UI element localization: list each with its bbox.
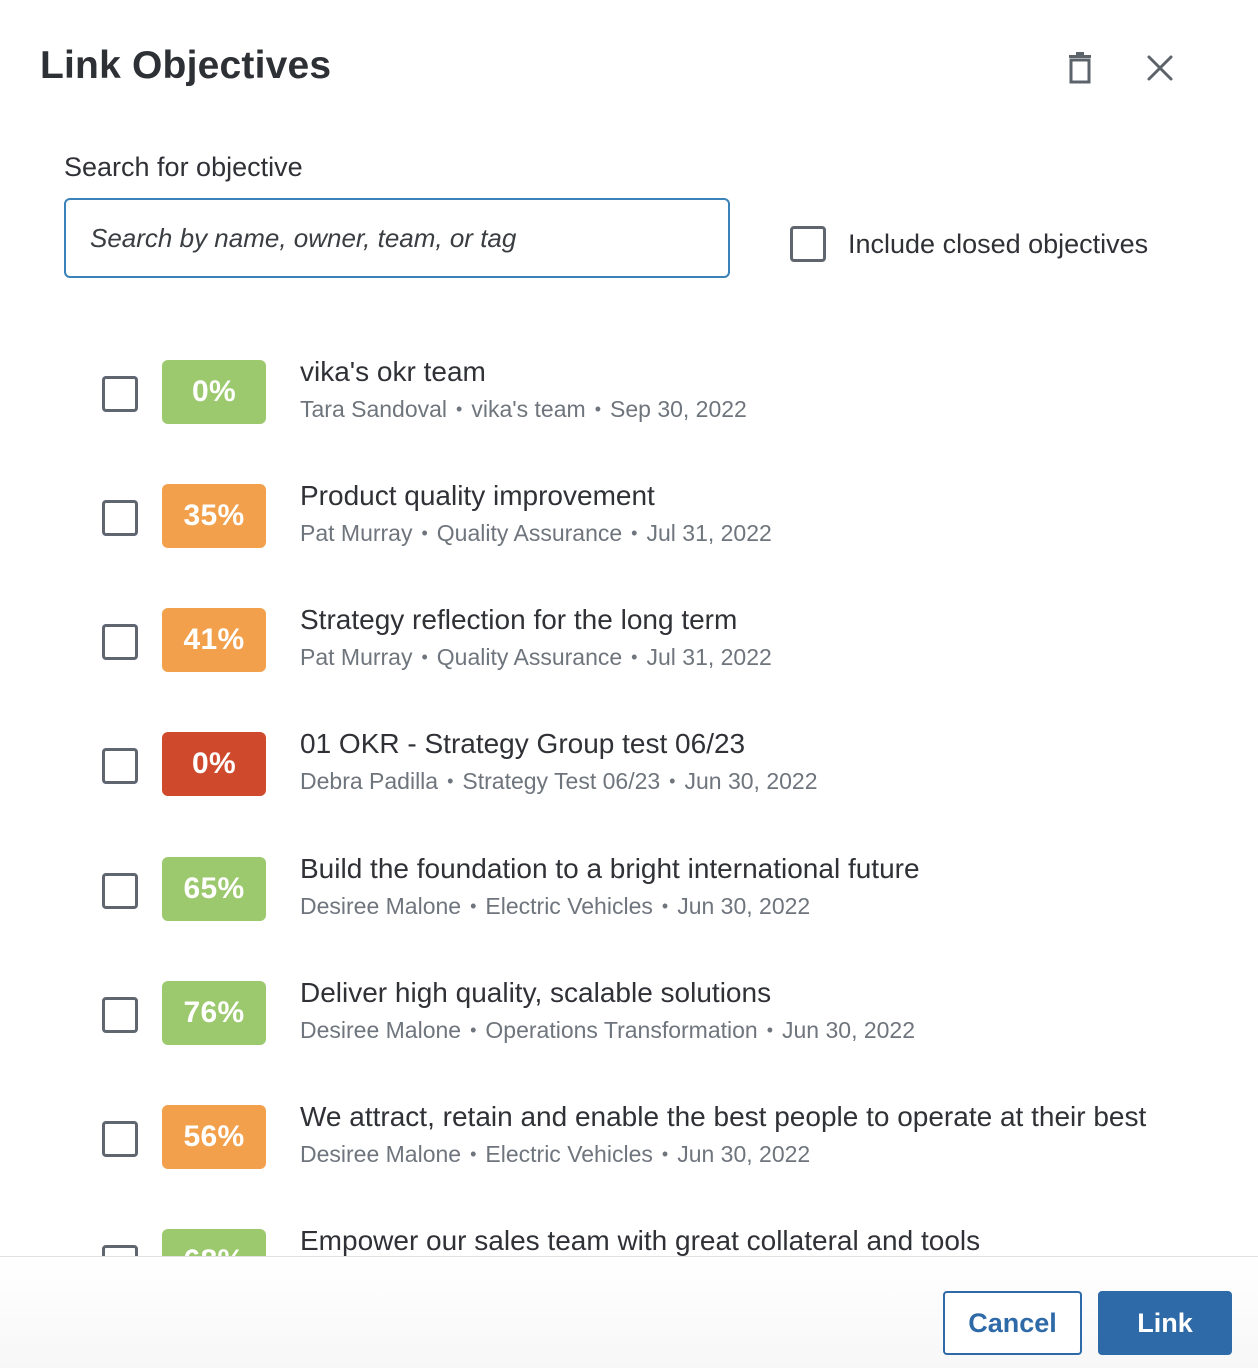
dialog-footer [0, 1256, 1258, 1368]
objective-meta [300, 396, 747, 423]
objective-checkbox[interactable] [102, 624, 138, 660]
objective-row[interactable] [0, 330, 1258, 454]
meta-separator: • [421, 523, 428, 543]
objective-meta [300, 893, 810, 920]
objective-date: Jun 30, 2022 [677, 893, 811, 919]
progress-badge: 35% [162, 484, 266, 548]
objective-row[interactable] [0, 578, 1258, 702]
objective-title: 01 OKR - Strategy Group test 06/23 [300, 728, 746, 759]
objective-title: Empower our sales team with great collateral and tools [300, 1225, 981, 1256]
objective-team: Quality Assurance [436, 644, 623, 670]
objective-team: Operations Transformation [485, 1017, 758, 1043]
objective-date: Jun 30, 2022 [782, 1017, 916, 1043]
objective-list[interactable] [0, 330, 1258, 1256]
objective-checkbox[interactable] [102, 1121, 138, 1157]
objective-meta [300, 520, 772, 547]
objective-date: Sep 30, 2022 [610, 396, 747, 422]
cancel-button[interactable]: Cancel [943, 1291, 1082, 1355]
meta-separator: • [766, 1020, 774, 1040]
progress-badge: 0% [162, 360, 266, 424]
objective-owner: Desiree Malone [300, 1141, 462, 1167]
meta-separator: • [594, 399, 601, 419]
trash-icon [1067, 52, 1093, 84]
meta-separator: • [421, 647, 428, 667]
meta-separator: • [470, 1020, 477, 1040]
objective-team: Quality Assurance [436, 520, 623, 546]
include-closed-label: Include closed objectives [848, 228, 1149, 259]
close-button[interactable] [1138, 46, 1182, 90]
objective-meta [300, 1141, 810, 1168]
meta-separator: • [631, 523, 638, 543]
progress-badge: 65% [162, 857, 266, 921]
meta-separator: • [447, 771, 454, 791]
objective-owner: Desiree Malone [300, 1017, 462, 1043]
objective-date: Jun 30, 2022 [677, 1141, 811, 1167]
objective-owner: Pat Murray [300, 644, 413, 670]
objective-meta [300, 768, 818, 795]
objective-checkbox[interactable] [102, 500, 138, 536]
objective-row[interactable] [0, 827, 1258, 951]
search-label: Search for objective [64, 152, 303, 182]
objective-meta [300, 644, 772, 671]
close-icon [1147, 55, 1173, 81]
objective-owner: Tara Sandoval [300, 396, 448, 422]
objective-row[interactable] [0, 702, 1258, 826]
include-closed-toggle[interactable] [790, 226, 1148, 262]
objective-team: Strategy Test 06/23 [462, 768, 661, 794]
objective-checkbox[interactable] [102, 376, 138, 412]
progress-badge: 76% [162, 981, 266, 1045]
objective-row[interactable] [0, 951, 1258, 1075]
objective-title: We attract, retain and enable the best people to operate at their best [300, 1101, 1147, 1132]
objective-title: Build the foundation to a bright international future [300, 853, 920, 884]
meta-separator: • [470, 896, 477, 916]
objective-title: Deliver high quality, scalable solutions [300, 977, 772, 1008]
meta-separator: • [456, 399, 463, 419]
objective-title: Strategy reflection for the long term [300, 604, 738, 635]
progress-badge: 0% [162, 732, 266, 796]
objective-team: Electric Vehicles [485, 893, 653, 919]
link-button[interactable]: Link [1098, 1291, 1232, 1355]
objective-row[interactable] [0, 1075, 1258, 1199]
dialog-title: Link Objectives [40, 44, 332, 87]
objective-checkbox[interactable] [102, 997, 138, 1033]
meta-separator: • [661, 1144, 669, 1164]
objective-title: vika's okr team [300, 356, 486, 387]
include-closed-checkbox[interactable] [790, 226, 826, 262]
objective-checkbox[interactable] [102, 873, 138, 909]
objective-owner: Desiree Malone [300, 893, 462, 919]
search-input[interactable] [64, 198, 730, 278]
meta-separator: • [470, 1144, 477, 1164]
objective-team: Electric Vehicles [485, 1141, 653, 1167]
objective-date: Jul 31, 2022 [646, 520, 772, 546]
meta-separator: • [669, 771, 676, 791]
delete-button[interactable] [1058, 46, 1102, 90]
objective-checkbox[interactable] [102, 748, 138, 784]
meta-separator: • [661, 896, 669, 916]
objective-owner: Debra Padilla [300, 768, 439, 794]
objective-row[interactable] [0, 454, 1258, 578]
objective-title: Product quality improvement [300, 480, 655, 511]
progress-badge: 56% [162, 1105, 266, 1169]
objective-team: vika's team [471, 396, 586, 422]
progress-badge: 41% [162, 608, 266, 672]
meta-separator: • [631, 647, 638, 667]
objective-date: Jun 30, 2022 [684, 768, 818, 794]
objective-owner: Pat Murray [300, 520, 413, 546]
objective-date: Jul 31, 2022 [646, 644, 772, 670]
objective-meta [300, 1017, 915, 1044]
